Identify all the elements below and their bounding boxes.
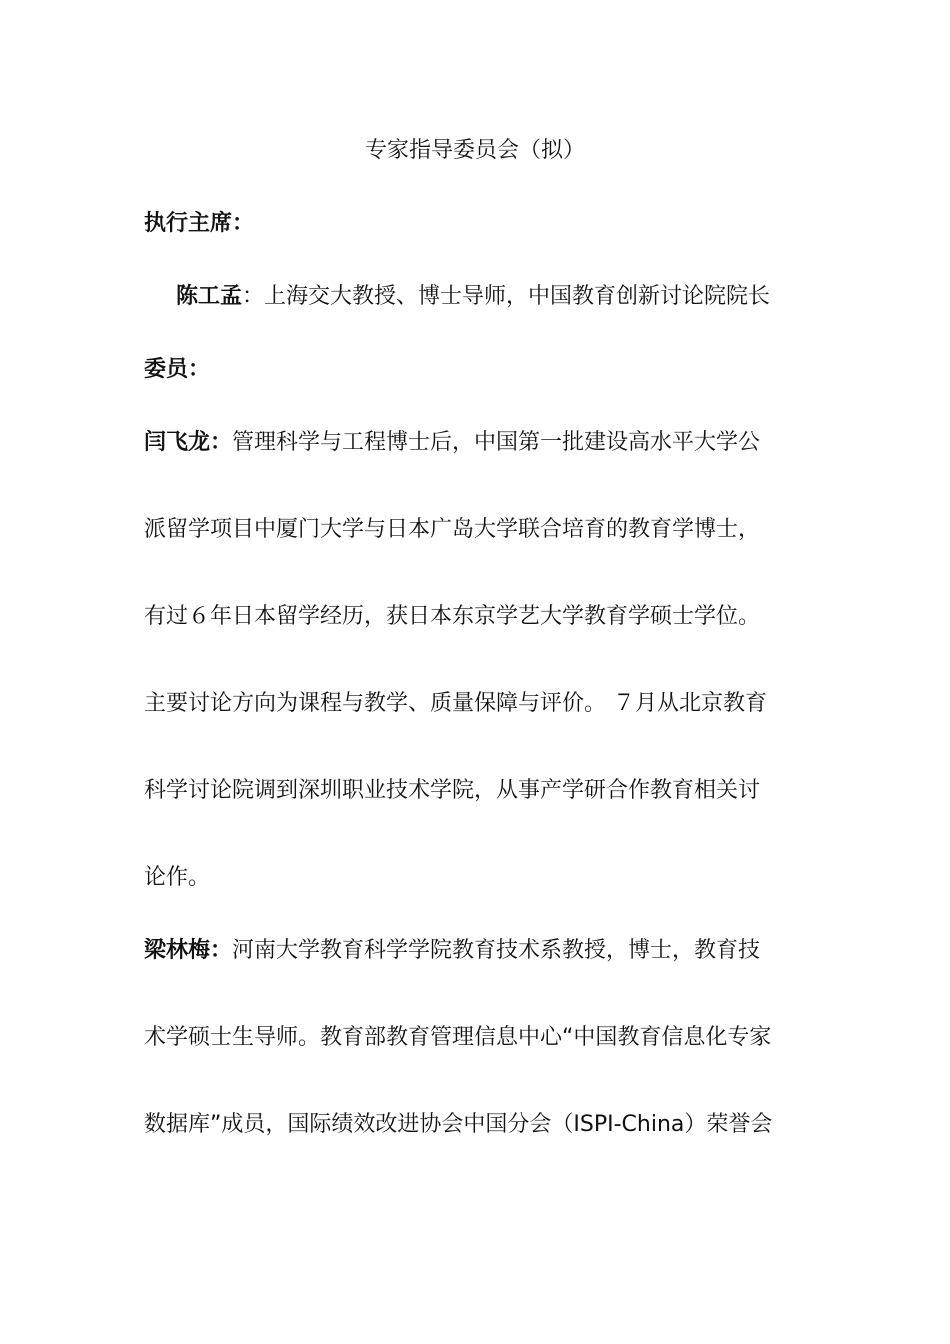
member-entry-first-line xyxy=(144,426,814,460)
paragraph-line: 有过６年日本留学经历，获日本东京学艺大学教育学硕士学位。 xyxy=(144,604,761,629)
member-description: 河南大学教育科学学院教育技术系教授，博士，教育技 xyxy=(232,938,761,963)
paragraph-line: 科学讨论院调到深圳职业技术学院，从事产学研合作教育相关讨 xyxy=(144,778,761,803)
chair-separator: ： xyxy=(242,284,265,309)
member-entry-first-line xyxy=(144,934,814,968)
paragraph-line: 数据库”成员，国际绩效改进协会中国分会（ISPI-China）荣誉会 xyxy=(144,1112,773,1137)
chair-description: 上海交大教授、博士导师，中国教育创新讨论院院长 xyxy=(264,284,771,309)
paragraph-line: 术学硕士生导师。教育部教育管理信息中心“中国教育信息化专家 xyxy=(144,1025,772,1050)
document-title: 专家指导委员会（拟） xyxy=(364,138,585,163)
member-separator: ： xyxy=(210,430,233,455)
member-description: 管理科学与工程博士后，中国第一批建设高水平大学公 xyxy=(232,430,761,455)
paragraph-line: 派留学项目中厦门大学与日本广岛大学联合培育的教育学博士， xyxy=(144,517,761,542)
member-name: 梁林梅 xyxy=(144,938,211,963)
members-heading: 委员： xyxy=(144,357,211,382)
chair-entry xyxy=(176,280,816,314)
paragraph-line: 论作。 xyxy=(144,865,211,890)
executive-chair-heading: 执行主席： xyxy=(144,211,255,236)
member-separator: ： xyxy=(210,938,233,963)
paragraph-line: 主要讨论方向为课程与教学、质量保障与评价。 ７月从北京教育 xyxy=(144,691,767,716)
chair-name: 陈工孟 xyxy=(176,284,243,309)
member-name: 闫飞龙 xyxy=(144,430,211,455)
